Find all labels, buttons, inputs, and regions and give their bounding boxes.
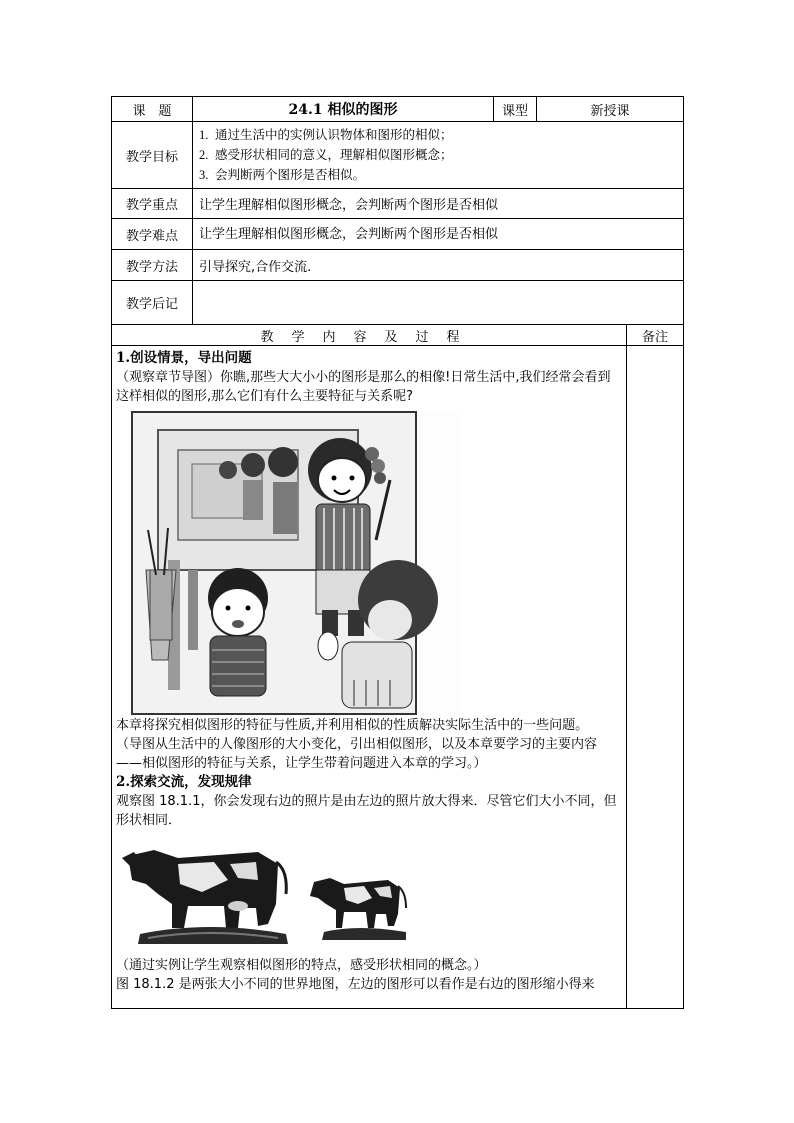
key-point-label: 教学重点 bbox=[112, 189, 193, 219]
course-label: 课 题 bbox=[112, 97, 193, 122]
difficulty-text: 让学生理解相似图形概念，会判断两个图形是否相似 bbox=[193, 219, 684, 250]
section1-note: （导图从生活中的人像图形的大小变化，引出相似图形，以及本章要学习的主要内容——相似图形的特征与关系，让学生带着问题进入本章的学习。） bbox=[116, 737, 598, 771]
content-header: 教学内容及过程 bbox=[112, 325, 627, 346]
lesson-title: 24.1 相似的图形 bbox=[193, 97, 494, 122]
type-value: 新授课 bbox=[537, 97, 684, 122]
remarks-column bbox=[627, 346, 684, 1009]
method-label: 教学方法 bbox=[112, 250, 193, 281]
section1-intro: （观察章节导图）你瞧,那些大大小小的图形是那么的相像!日常生活中,我们经常会看到这样相似的图形,那么它们有什么主要特征与关系呢? bbox=[116, 370, 611, 404]
boy-face-shape bbox=[212, 588, 264, 636]
boy-sweater-shape bbox=[210, 636, 266, 696]
section2-map-text: 图 18.1.2 是两张大小不同的世界地图，左边的图形可以看作是右边的图形缩小得来 bbox=[116, 977, 595, 992]
key-point-text: 让学生理解相似图形概念，会判断两个图形是否相似 bbox=[193, 189, 684, 219]
objectives-label: 教学目标 bbox=[112, 122, 193, 189]
type-label: 课型 bbox=[494, 97, 537, 122]
lesson-plan-table bbox=[111, 96, 684, 1009]
objective-item: 1. 通过生活中的实例认识物体和图形的相似； bbox=[199, 127, 453, 142]
small-cow-image bbox=[310, 878, 406, 940]
children-painting-illustration bbox=[128, 410, 458, 716]
notes-text bbox=[193, 281, 684, 325]
objective-item: 3. 会判断两个图形是否相似。 bbox=[199, 167, 366, 182]
content-row bbox=[112, 346, 684, 1009]
content-body bbox=[112, 346, 627, 1009]
section1-summary: 本章将探究相似图形的特征与性质,并利用相似的性质解决实际生活中的一些问题。 bbox=[116, 718, 589, 733]
objectives-list bbox=[193, 122, 684, 189]
remarks-header: 备注 bbox=[627, 325, 684, 346]
difficulty-row bbox=[112, 219, 684, 250]
title-row bbox=[112, 97, 684, 122]
cow-photos-illustration bbox=[118, 834, 418, 952]
notes-row bbox=[112, 281, 684, 325]
content-header-row bbox=[112, 325, 684, 346]
section2-intro: 观察图 18.1.1，你会发现右边的照片是由左边的照片放大得来．尽管它们大小不同，但形状相同． bbox=[116, 794, 617, 828]
girl-face-shape bbox=[318, 458, 366, 502]
method-text: 引导探究,合作交流. bbox=[193, 250, 684, 281]
lesson-plan-sheet bbox=[111, 96, 683, 1009]
objectives-row bbox=[112, 122, 684, 189]
section1-heading: 1.创设情景，导出问题 bbox=[116, 350, 252, 366]
method-row bbox=[112, 250, 684, 281]
large-cow-image bbox=[122, 850, 288, 944]
difficulty-label: 教学难点 bbox=[112, 219, 193, 250]
notes-label: 教学后记 bbox=[112, 281, 193, 325]
section2-heading: 2.探索交流，发现规律 bbox=[116, 774, 252, 790]
key-point-row bbox=[112, 189, 684, 219]
objective-item: 2. 感受形状相同的意义，理解相似图形概念； bbox=[199, 147, 453, 162]
section2-note: （通过实例让学生观察相似图形的特点，感受形状相同的概念。） bbox=[116, 958, 487, 973]
